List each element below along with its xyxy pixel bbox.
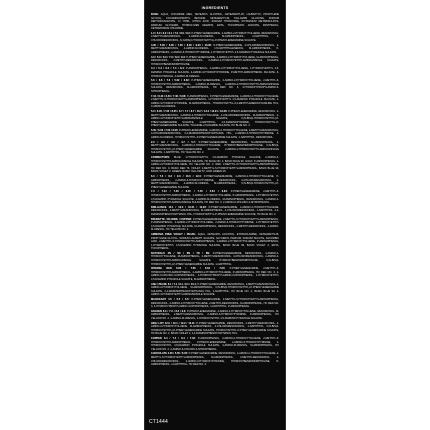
ingredient-list: P-PHENYLENEDIAMINE, 4-AMINO-2-HYDROXYTOLUENE, 2-METHYL-5-HYDROXYETHYLAMINOPHENOL, 4-AMINO-M-CRESOL, 2-AMINO-4-HYDROXYETHYLAMINOANISOLE SULFATE, RESORCINOL, M-AMINOPHENOL, HC RED NO. 3, 4-HYDROXYPROPYLAMINO-3-NITROPHENOL.	[151, 79, 279, 93]
ingredient-list: P-PHENYLENEDIAMINE, 2-METHYL-5-HYDROXYETHYLAMINOPHENOL, P-AMINOPHENOL, 4-AMINO-2-HYDROXYTOLUENE, 2-AMINO-3-HYDROXYPYRIDINE, 1-HYDROXYETHYL 4,5-DIAMINO PYRAZOLE SULFATE, M-AMINOPHENOL, RESORCINOL, 2-METHYLRESORCINOL, 4-AMINO-M-CRESOL, HC YELLOW NO. 2.	[151, 217, 279, 232]
ingredient-list: P-PHENYLENEDIAMINE, 4-AMINO-2-HYDROXYTOLUENE, P-AMINOPHENOL, 2-AMINO-3-HYDROXYPYRIDINE, RESORCINOL, 4-CHLORORESORCINOL, 2-METHYLRESORCINOL, 4-AMINO-M-CRESOL, M-AMINOPHENOL, N,N-BIS(2-HYDROXYETHYL)-P-PHENYLENEDIAMINE SULFATE.	[151, 175, 279, 189]
ingredient-paragraph	[151, 44, 279, 55]
shade-heading: AMMONIA FREE VIOLET / PEARL:	[151, 232, 197, 236]
ingredients-text-block	[151, 13, 279, 367]
ingredient-list: AQUA, COCAMIDE MEA, CETEARYL ALCOHOL, CETEARETH-25, LAURETH-5, PROPYLENE GLYCOL, COCAMIDOPROPYL BETAINE, CETEARETH-30, TALLAMPR GLUCOSE, SODIUM DEHYDROACETATE, CI 77891, CITRIC ACID, SODIUM HYDROXIDE, POTASSIUM METABISULFITE, PARFUM, GLYCERIN, HYDROLYZED KERATIN, EDTA, TOCOPHERYL ACETATE, PANTHENOL, CETRIMONIUM CHLORIDE.	[151, 13, 279, 31]
ingredient-list: P-PHENYLENEDIAMINE, RESORCINOL, 2-METHYLRESORCINOL, 4-AMINO-2-HYDROXYTOLUENE, M-AMINOPHENOL, 4-CHLORORESORCINOL, 1-NAPHTHOL, N,N-BIS(2-HYDROXYETHYL)-P-PHENYLENEDIAMINE SULFATE, HYDROXYETHYL-P-PHENYLENEDIAMINE SULFATE, HC BLUE NO. 2, BASIC VIOLET 2, 2,4-DIAMINOPHENOXYETHANOL HCL.	[151, 321, 279, 336]
ingredient-list: P-PHENYLENEDIAMINE, 4-AMINO-2-HYDROXYTOLUENE, 2-METHYLRESORCINOL, 4-CHLORORESORCINOL, 2,4-DIAMINOPHENOXYETHANOL HCL, 2-AMINO-3-HYDROXYPYRIDINE, 4-AMINO-M-CRESOL, HYDROXYETHYL-P-PHENYLENEDIAMINE SULFATE, 1-NAPHTHOL, RESORCINOL.	[151, 128, 279, 139]
ingredient-list: P-PHENYLENEDIAMINE, 4-AMINO-2-HYDROXYTOLUENE, M-AMINOPHENOL, RESORCINOL, 2-METHYLRESORCINOL, 2-AMINO-4-HYDROXYETHYLAMINOANISOLE SULFATE, HYDROXYBENZOMORPHOLINE.	[151, 55, 279, 66]
shade-heading: NATURALS 4N / 5N / 6N / 7N / 8N:	[151, 251, 210, 255]
ingredient-list: P-PHENYLENEDIAMINE, 4-AMINO-2-HYDROXYTOLUENE, RESORCINOL, 2-METHYLRESORCINOL, 4-AMINO-M-CRESOL, M-AMINOPHENOL, 1-NAPHTHOL, 4-CHLORORESORCINOL, N,N-BIS(2-HYDROXYETHYL)-P-PHENYLENEDIAMINE SULFATE.	[151, 31, 279, 43]
ingredients-label-panel	[144, 0, 286, 430]
ingredient-list: P-PHENYLENEDIAMINE, RESORCINOL, M-AMINOPHENOL, 2-METHYLRESORCINOL, 4-AMINO-2-HYDROXYTOLUENE, HYDROXYBENZOMORPHOLINE, N,N-BIS(2-HYDROXYETHYL)-P-PHENYLENEDIAMINE SULFATE, 2-AMINO-4-HYDROXYETHYLAMINOANISOLE SULFATE, 1-NAPHTHOL, HC YELLOW NO. 2.	[151, 140, 279, 155]
ingredient-list: P-PHENYLENEDIAMINE, RESORCINOL, 2-METHYLRESORCINOL, 4-AMINO-2-HYDROXYTOLUENE, M-AMINOPHENOL, N,N-BIS(2-HYDROXYETHYL)-P-PHENYLENEDIAMINE SULFATE, 2,4-DIAMINOPHENOXYETHANOL HCL, 1-NAPHTHOL, HC BLUE NO. 2, BASIC BLUE 99, 2-AMINO-4-HYDROXYETHYLAMINOANISOLE SULFATE.	[151, 282, 279, 297]
ingredient-list: P-PHENYLENEDIAMINE, 2-METHYL-5-HYDROXYETHYLAMINOPHENOL, 4-AMINO-2-HYDROXYTOLUENE, P-AMINOPHENOL, HC RED NO. 3, 2-AMINO-6-CHLORO-4-NITROPHENOL, 4-HYDROXYPROPYLAMINO-3-NITROPHENOL, 1-HYDROXYETHYL 4,5-DIAMINO PYRAZOLE SULFATE, M-AMINOPHENOL.	[151, 267, 279, 281]
shade-heading: BRUNETTE / BLONDE / COPPER:	[151, 217, 192, 221]
shade-heading: 5.0 / 6.05 / 7.05 / 8.05 / 6.7 / 7.7 / 8.7 / 10.7 / 12.2 / 12.21 / 12.26:	[151, 109, 228, 113]
ingredient-paragraph	[151, 175, 279, 189]
ingredient-list: P-AMINOPHENOL, 4-AMINO-2-HYDROXYTOLUENE, 2-METHYL-5-HYDROXYETHYLAMINOPHENOL, P-PHENYLENEDIAMINE, 2-AMINO-3-HYDROXYPYRIDINE, 1-HYDROXYETHYL 4,5-DIAMINO PYRAZOLE SULFATE, 4-AMINO-M-CRESOL, M-AMINOPHENOL, HC YELLOW NO. 2, 2-AMINO-6-CHLORO-4-NITROPHENOL.	[151, 337, 280, 351]
shade-heading: CORRECTORS:	[151, 156, 170, 160]
ingredient-paragraph	[151, 141, 279, 155]
ingredient-paragraph	[151, 337, 279, 351]
ingredient-paragraph	[151, 156, 279, 174]
shade-heading: 1.0 / 5.0 / 6.0 / 6.1 / 7.0 / 8.0 / 9.0:	[151, 31, 191, 35]
shade-heading: 4.3 / 5.3 / 6.3 / 7.3 / 8.3 / 9.3:	[151, 55, 186, 59]
ingredient-paragraph	[151, 322, 279, 336]
ingredient-paragraph	[151, 56, 279, 67]
shade-heading: 4.00 / 5.00 / 6.00 / 7.00 / 8.00 / 9.00 / 10.00:	[151, 43, 212, 47]
ingredient-list: P-AMINOPHENOL, 4-AMINO-2-HYDROXYTOLUENE, 1-HYDROXYETHYL 4,5-DIAMINO PYRAZOLE SULFATE, 2-AMINO-3-HYDROXYPYRIDINE, P-METHYLAMINOPHENOL SULFATE, 6-HYDROXYINDOLE, 4-AMINO-M-CRESOL.	[151, 67, 280, 78]
shade-heading: CHOCOLATE 4.35 / 5.35 / 6.35:	[151, 352, 188, 356]
ingredient-paragraph	[151, 129, 279, 140]
ingredient-list: P-PHENYLENEDIAMINE, RESORCINOL, 4-AMINO-2-HYDROXYTOLUENE, M-AMINOPHENOL, 2-METHYLRESORCINOL, 4-CHLORORESORCINOL, 2-AMINO-4-HYDROXYETHYLAMINOANISOLE SULFATE, HYDROXYBENZOMORPHOLINE, N,N-BIS(2-HYDROXYETHYL)-P-PHENYLENEDIAMINE SULFATE, 1-NAPHTHOL.	[151, 251, 279, 266]
shade-heading: MAHOGANY 4.5 / 5.5 / 6.5:	[151, 298, 190, 302]
ingredient-paragraph	[151, 233, 279, 251]
ingredient-list: BLUE: 1-HYDROXYETHYL 4,5-DIAMINO PYRAZOLE SULFATE, 2-AMINO-4-HYDROXYETHYLAMINOANISOLE SULFATE, HC BLUE NO. 2, BASIC BLUE 99. GOLD: P-AMINOPHENOL, 4-AMINO-2-HYDROXYTOLUENE, HC YELLOW NO. 2. RED: 2-METHYL-5-HYDROXYETHYLAMINOPHENOL, HC RED NO. 3, BASIC RED 76. VIOLET: 2-METHYL-5-HYDROXYETHYLAMINOPHENOL, BASIC BLUE 99, BASIC VIOLET 2. GREEN: BASIC YELLOW 57, ACID GREEN 25.	[151, 156, 279, 174]
shade-heading: BASE:	[151, 13, 159, 16]
shade-heading: GOLDEN 6.3 / 7.3 / 8.3 / 9.3:	[151, 309, 187, 313]
ingredient-list: AQUA, CETEARYL ALCOHOL, ETHANOLAMINE, CETEARETH-25, PROPYLENE GLYCOL, SODIUM LAURETH SULFATE, GLYCERIN, PARFUM, SODIUM SULFITE, ASCORBIC ACID, 2-METHYL-5-HYDROXYETHYLAMINOPHENOL, 4-AMINO-2-HYDROXYTOLUENE, P-AMINOPHENOL, 1-HYDROXYETHYL 4,5-DIAMINO PYRAZOLE SULFATE, BASIC BLUE 99, BASIC VIOLET 2, EDTA, TOCOPHEROL.	[151, 232, 280, 251]
ingredient-paragraph	[151, 352, 279, 366]
ingredient-paragraph	[151, 190, 279, 204]
shade-heading: HIGH LIFT 12.0 / 12.1 / 12.2 / 12.11:	[151, 321, 196, 325]
shade-heading: COPPER 6.4 / 7.4 / 8.4 / 7.43:	[151, 337, 196, 341]
shade-heading: 5.00 / 6.00 / 7.00 / 8.00:	[151, 128, 179, 132]
ingredient-paragraph	[151, 79, 279, 93]
ingredient-list: P-PHENYLENEDIAMINE, 2-METHYL-5-HYDROXYETHYLAMINOPHENOL, RESORCINOL, 4-AMINO-2-HYDROXYTOLUENE, 2-METHYLRESORCINOL, M-AMINOPHENOL, HC RED NO. 3, 4-HYDROXYPROPYLAMINO-3-NITROPHENOL, 1-NAPHTHOL, P-AMINOPHENOL.	[151, 298, 279, 309]
ingredient-paragraph	[151, 67, 279, 78]
ingredient-paragraph	[151, 110, 279, 128]
ingredient-paragraph	[151, 32, 279, 43]
shade-heading: 5.6 / 6.6 / 7.6 / 5.62 / 6.62:	[151, 79, 190, 83]
ingredient-list: P-AMINOPHENOL, P-PHENYLENEDIAMINE, 4-AMINO-2-HYDROXYTOLUENE, 2-METHYL-5-HYDROXYETHYLAMINOPHENOL, 1-HYDROXYETHYL 4,5-DIAMINO PYRAZOLE SULFATE, 2-AMINO-3-HYDROXYPYRIDINE, M-AMINOPHENOL, HYDROXYETHYL-3,4-METHYLENEDIOXYANILINE HCL, 4-AMINO-M-CRESOL.	[151, 94, 280, 109]
ingredient-paragraph	[151, 13, 279, 31]
ingredient-paragraph	[151, 283, 279, 297]
ingredient-list: P-PHENYLENEDIAMINE, RESORCINOL, 2-METHYLRESORCINOL, 4-AMINO-2-HYDROXYTOLUENE, 4-CHLORORESORCINOL, M-AMINOPHENOL, 2-AMINO-4-HYDROXYETHYLAMINOANISOLE SULFATE, N,N-BIS(2-HYDROXYETHYL)-P-PHENYLENEDIAMINE SULFATE, 1-NAPHTHOL, 2,6-DIAMINOPYRIDINE, HYDROXYETHYL-P-PHENYLENEDIAMINE SULFATE, TOLUENE-2,5-DIAMINE SULFATE, HC BLUE NO. 2.	[151, 109, 279, 128]
shade-heading: INTENSE RED 6.66 / 7.66 / 6.64 / 7.64:	[151, 267, 226, 271]
shade-heading: 4.4 / 5.4 / 6.4 / 7.4 / 8.4:	[151, 67, 185, 71]
ingredient-paragraph	[151, 267, 279, 281]
ingredient-paragraph	[151, 298, 279, 309]
ingredient-paragraph	[151, 218, 279, 232]
shade-heading: 7.4 / 7.44 / 7.46 / 6.45 / 7.45 / 5.64 / 6.64:	[151, 190, 228, 194]
shade-heading: BRILLIANCE 10.1 / 10.2 / 10.21 / 10.23:	[151, 205, 207, 209]
ingredient-paragraph	[151, 95, 279, 109]
ingredient-list: P-PHENYLENEDIAMINE, 4-AMINO-2-HYDROXYTOLUENE, RESORCINOL, 2-METHYLRESORCINOL, M-AMINOPHENOL, 4-CHLORORESORCINOL, 1-NAPHTHOL, 2,4-DIAMINOPHENOXYETHANOL HCL, HYDROXYETHYL-P-PHENYLENEDIAMINE SULFATE, HC BLUE NO. 2.	[151, 205, 279, 216]
ingredient-list: P-PHENYLENEDIAMINE, 4-CHLORORESORCINOL, 2-METHYLRESORCINOL, 4-AMINO-M-CRESOL, 1,5-NAPHTHALENEDIOL, M-AMINOPHENOL, P-AMINOPHENOL, 2-AMINO-3-HYDROXYPYRIDINE, 1-HYDROXYETHYL 4,5-DIAMINO PYRAZOLE SULFATE.	[151, 43, 279, 54]
ingredients-heading: INGREDIENTS	[201, 6, 229, 10]
ingredient-list: P-PHENYLENEDIAMINE, 2-METHYL-5-HYDROXYETHYLAMINOPHENOL, 4-AMINO-2-HYDROXYTOLUENE, P-AMINOPHENOL, 1-HYDROXYETHYL 4,5-DIAMINO PYRAZOLE SULFATE, 4-AMINO-M-CRESOL, M-AMINOPHENOL, RESORCINOL, 2-AMINO-4-HYDROXYETHYLAMINOANISOLE SULFATE, HC RED NO. 3, 2-AMINO-6-CHLORO-4-NITROPHENOL.	[151, 190, 280, 205]
shade-heading: ASH / PEARL 6.1 / 7.1 / 8.1 / 9.1 / 10.1:	[151, 282, 197, 286]
ingredient-paragraph	[151, 206, 279, 217]
ingredient-paragraph	[151, 310, 279, 321]
ingredient-list: P-PHENYLENEDIAMINE, 4-AMINO-2-HYDROXYTOLUENE, RESORCINOL, M-AMINOPHENOL, 2-METHYLRESORCINOL, 2-AMINO-3-HYDROXYPYRIDINE, P-AMINOPHENOL, HC YELLOW NO. 2, 4-AMINO-M-CRESOL, 1-HYDROXYETHYL 4,5-DIAMINO PYRAZOLE SULFATE.	[151, 309, 280, 320]
shade-heading: 2.0 / 3.0 / 4.0 / 4.7 / 5.7:	[151, 140, 196, 144]
shade-heading: 7.44 / 8.44 / 6.46 / 7.46 / 6.66:	[151, 94, 187, 98]
ingredient-paragraph	[151, 252, 279, 266]
shade-heading: 6.3 / 7.3 / 8.3 / 9.3 / 10.3 / 12.3:	[151, 175, 202, 179]
ingredient-list: P-PHENYLENEDIAMINE, RESORCINOL, 4-AMINO-2-HYDROXYTOLUENE, 2-METHYL-5-HYDROXYETHYLAMINOPHENOL, M-AMINOPHENOL, 2-METHYLRESORCINOL, 4-CHLORORESORCINOL, 2-AMINO-3-HYDROXYPYRIDINE, HYDROXYBENZOMORPHOLINE, P-AMINOPHENOL, 1-NAPHTHOL, HC RED NO. 3.	[151, 352, 279, 367]
product-code: CT1444	[149, 419, 168, 425]
